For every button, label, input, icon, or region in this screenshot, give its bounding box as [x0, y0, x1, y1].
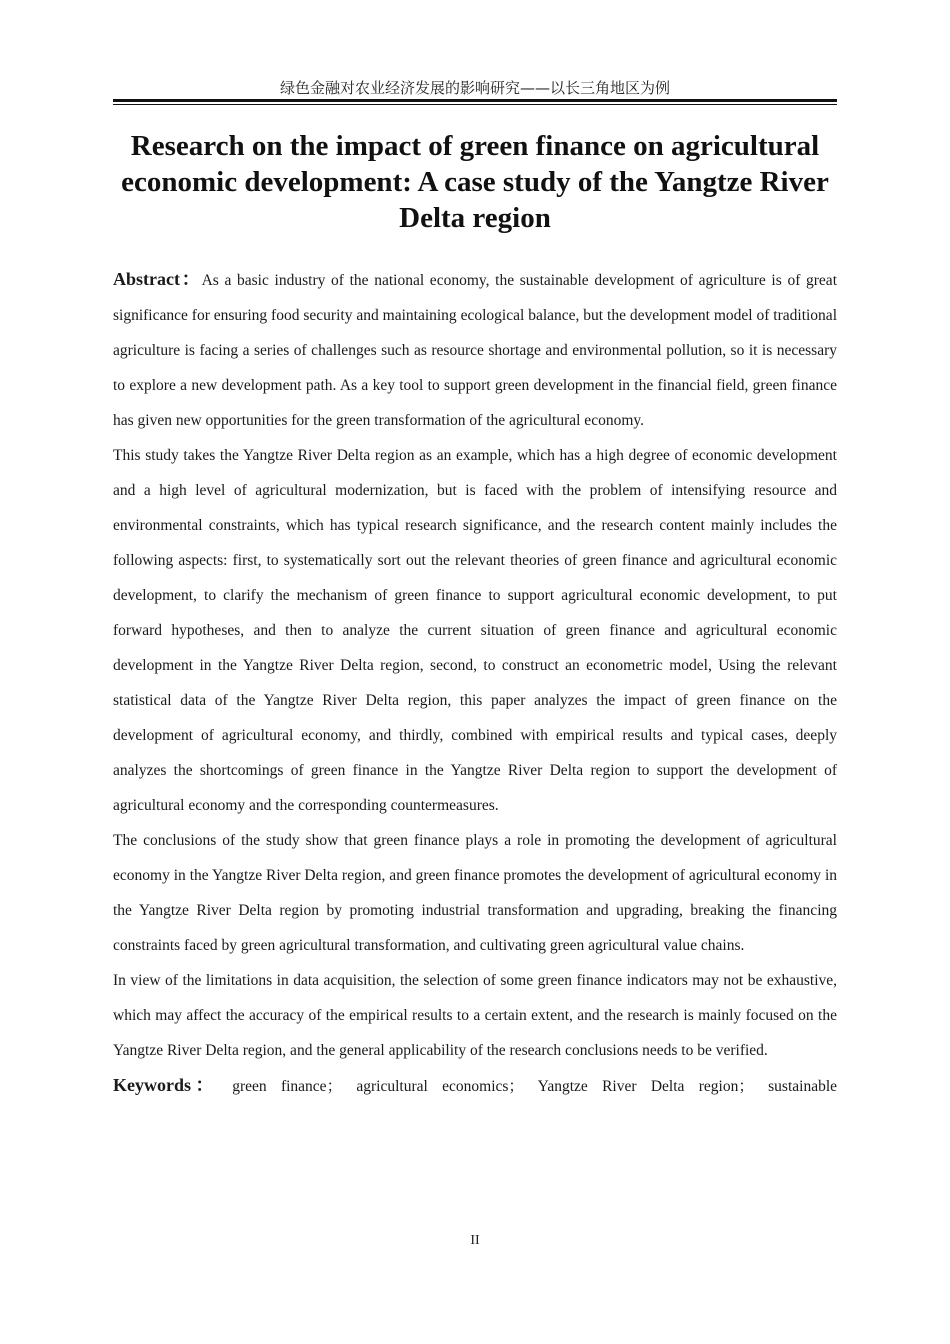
- abstract-paragraph-2: This study takes the Yangtze River Delta region as an example, which has a high degree of economic development and a high level of agricultural modernization, but is faced with the problem of intensifying resource and environmental constraints, which has typical research significance, and the research content mainly includes the following aspects: first, to systematically sort out the relevant theories of green finance and agricultural economic development, to clarify the mechanism of green finance to support agricultural economic development, to put forward hypotheses, and then to analyze the current situation of green finance and agricultural economic development in the Yangtze River Delta region, second, to construct an econometric model, Using the relevant statistical data of the Yangtze River Delta region, this paper analyzes the impact of green finance on the development of agricultural economy, and thirdly, combined with empirical results and typical cases, deeply analyzes the shortcomings of green finance in the Yangtze River Delta region to support the development of agricultural economy and the corresponding countermeasures.: [113, 447, 837, 814]
- abstract-paragraph-1: [113, 262, 837, 438]
- keywords-label: Keywords：: [113, 1075, 218, 1095]
- abstract-label: Abstract：: [113, 269, 202, 289]
- running-header: 绿色金融对农业经济发展的影响研究——以长三角地区为例: [279, 79, 670, 97]
- keywords-text: green finance； agricultural economics； Yangtze River Delta region； sustainable: [232, 1078, 838, 1095]
- paper-title: Research on the impact of green finance on agricultural economic development: A case study of the Yangtze River Delta region: [121, 130, 829, 234]
- abstract-paragraph-4: In view of the limitations in data acquisition, the selection of some green finance indicators may not be exhaustive, which may affect the accuracy of the empirical results to a certain extent, and the research is mainly focused on the Yangtze River Delta region, and the general applicability of the research conclusions needs to be verified.: [113, 972, 837, 1059]
- keywords-line: [113, 1068, 837, 1104]
- abstract-section: [113, 262, 837, 1104]
- page-number: II: [470, 1233, 480, 1248]
- header-rule-thick: [113, 99, 837, 102]
- header-rule-thin: [113, 104, 837, 105]
- abstract-paragraph-1-text: As a basic industry of the national economy, the sustainable development of agriculture is of great significance for ensuring food security and maintaining ecological balance, but the development model of traditional agriculture is facing a series of challenges such as resource shortage and environmental pollution, so it is necessary to explore a new development path. As a key tool to support green development in the financial field, green finance has given new opportunities for the green transformation of the agricultural economy.: [113, 272, 837, 429]
- abstract-paragraph-3: The conclusions of the study show that green finance plays a role in promoting the development of agricultural economy in the Yangtze River Delta region, and green finance promotes the development of agricultural economy in the Yangtze River Delta region by promoting industrial transformation and upgrading, breaking the financing constraints faced by green agricultural transformation, and cultivating green agricultural value chains.: [113, 832, 837, 954]
